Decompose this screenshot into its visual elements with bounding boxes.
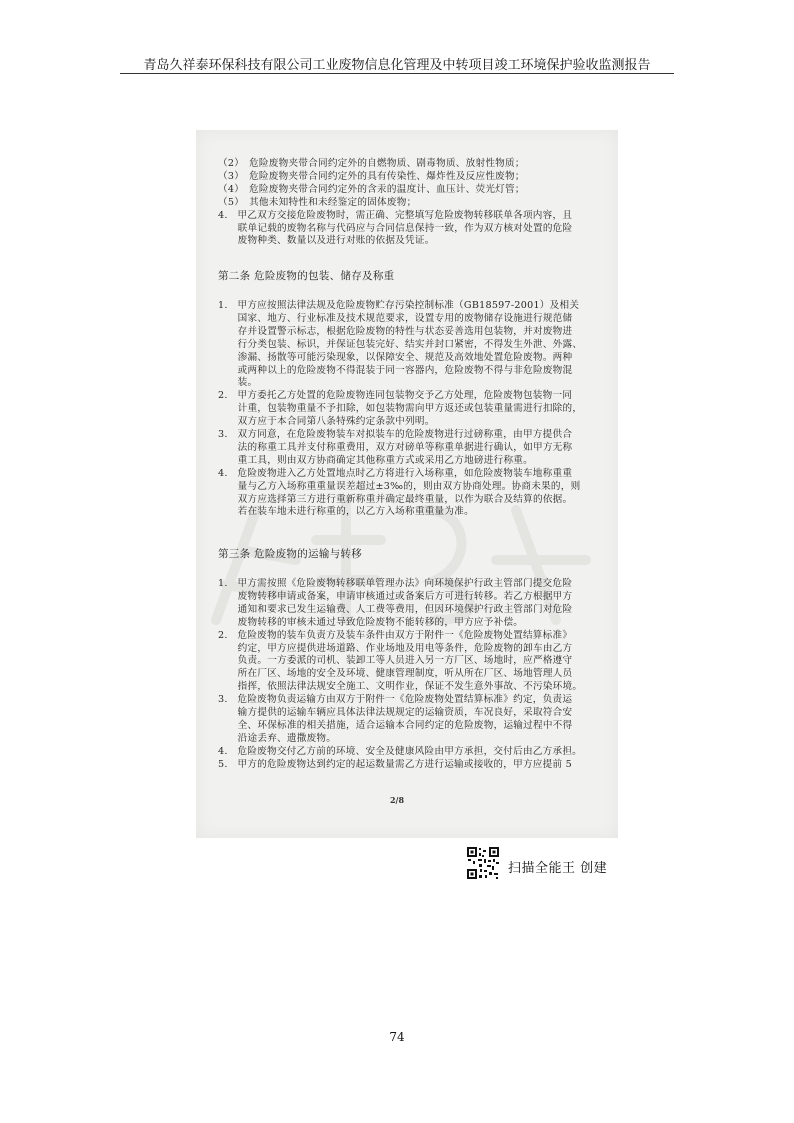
- clause-text-line: （3） 危险废物夹带合同约定外的具有传染性、爆炸性及反应性废物；: [218, 170, 525, 182]
- clause-text-line: 1. 甲方需按照《危险废物转移联单管理办法》向环境保护行政主管部门提交危险: [218, 578, 573, 589]
- clause-text-line: 存并设置警示标志，根据危险废物的特性与状态妥善选用包装物，并对废物进: [218, 325, 573, 337]
- clause-text-line: 3. 双方同意，在危险废物装车对拟装车的危险废物进行过磅称重，由甲方提供合: [218, 429, 573, 440]
- clause-text-line: 4. 危险废物交付乙方前的环境、安全及健康风险由甲方承担，交付后由乙方承担。: [218, 745, 583, 757]
- clause-text-line: 双方应于本合同第八条特殊约定条款中列明。: [218, 416, 435, 428]
- clause-text-line: 4. 危险废物进入乙方处置地点时乙方将进行入场称重，如危险废物装车地称重重: [218, 467, 573, 479]
- clause-text-line: 输方提供的运输车辆应具体法律法规规定的运输资质，车况良好，采取符合安: [218, 707, 573, 718]
- clause-text-line: 2. 甲方委托乙方处置的危险废物连同包装物交予乙方处理，危险废物包装物一同: [218, 390, 573, 402]
- clause-text-line: 双方应选择第三方进行重新称重并确定最终重量，以作为联合及结算的依据。: [218, 493, 573, 505]
- scanner-watermark-label: 扫描全能王 创建: [508, 861, 608, 876]
- section-heading: 第二条 危险废物的包装、储存及称重: [218, 270, 395, 282]
- clause-text-line: 装。: [218, 377, 258, 389]
- clause-text-line: 废物种类、数量以及进行对账的依据及凭证。: [218, 235, 435, 247]
- clause-text-line: （2） 危险废物夹带合同约定外的自燃物质、剧毒物质、放射性物质；: [218, 158, 525, 169]
- clause-text-line: 4. 甲乙双方交接危险废物时，需正确、完整填写危险废物转移联单各项内容，且: [218, 209, 573, 221]
- clause-text-line: 废物转移的审核未通过导致危险废物不能转移的，甲方应予补偿。: [218, 616, 524, 628]
- clause-text-line: 废物转移申请或备案，申请审核通过或备案后方可进行转移。若乙方根据甲方: [218, 590, 573, 602]
- clause-text-line: 5. 甲方的危险废物达到约定的起运数量需乙方进行运输或接收的，甲方应提前 5: [218, 758, 572, 770]
- clause-text-line: 渗漏、扬散等可能污染现象，以保障安全、规范及高效地处置危险废物。两种: [218, 351, 573, 363]
- report-page-number: 74: [389, 1030, 405, 1044]
- report-header-title: 青岛久祥泰环保科技有限公司工业废物信息化管理及中转项目竣工环境保护验收监测报告: [143, 58, 651, 73]
- clause-text-line: 沿途丢弃、遗撒废物。: [218, 732, 337, 744]
- clause-text-line: 法的称重工具并支付称重费用，双方对磅单等称重单据进行确认，如甲方无称: [218, 441, 573, 453]
- clause-text-line: 3. 危险废物负责运输方由双方于附件一《危险废物处置结算标准》约定，负责运: [218, 694, 573, 706]
- clause-text-line: 联单记载的废物名称与代码应与合同信息保持一致，作为双方核对处置的危险: [218, 222, 573, 234]
- clause-text-line: 量与乙方入场称重重量误差超过±3‰的，则由双方协商处理。协商未果的，则: [218, 480, 581, 492]
- clause-text-line: （4） 危险废物夹带合同约定外的含汞的温度计、血压计、荧光灯管；: [218, 183, 525, 195]
- clause-text-line: 全、环保标准的相关措施，适合运输本合同约定的危险废物，运输过程中不得: [218, 719, 573, 731]
- clause-text-line: 若在装车地未进行称重的，以乙方入场称重重量为准。: [218, 506, 474, 518]
- clause-text-line: 或两种以上的危险废物不得混装于同一容器内，危险废物不得与非危险废物混: [218, 364, 573, 376]
- clause-text-line: 指挥，依照法律法规安全施工、文明作业，保证不发生意外事故、不污染环境。: [218, 681, 583, 693]
- section-heading: 第三条 危险废物的运输与转移: [218, 548, 363, 560]
- scanned-page-number: 2/8: [389, 795, 405, 805]
- clause-text-line: 通知和要求已发生运输费、人工费等费用，但因环境保护行政主管部门对危险: [218, 603, 573, 615]
- header-divider: [120, 73, 674, 74]
- clause-text-line: （5） 其他未知特性和未经鉴定的固体废物；: [218, 196, 417, 208]
- clause-text-line: 所在厂区、场地的安全及环境、健康管理制度，听从所在厂区、场地管理人员: [218, 668, 573, 680]
- clause-text-line: 重工具，则由双方协商确定其他称重方式或采用乙方地磅进行称重。: [218, 454, 533, 466]
- clause-text-line: 负责。一方委派的司机、装卸工等人员进入另一方厂区、场地时，应严格遵守: [218, 655, 573, 667]
- clause-text-line: 国家、地方、行业标准及技术规范要求，设置专用的废物储存设施进行规范储: [218, 312, 573, 324]
- clause-text-line: 计重，包装物重量不予扣除，如包装物需向甲方返还或包装重量需进行扣除的，: [218, 403, 583, 415]
- qr-code-icon: [466, 846, 500, 880]
- clause-text-line: 1. 甲方应按照法律法规及危险废物贮存污染控制标准（GB18597-2001）及相关: [218, 300, 580, 311]
- clause-text-line: 行分类包装、标识，并保证包装完好、结实并封口紧密，不得发生外泄、外露、: [218, 338, 583, 350]
- clause-text-line: 约定，甲方应提供进场道路、作业场地及用电等条件，危险废物的卸车由乙方: [218, 642, 573, 654]
- clause-text-line: 2. 危险废物的装车负责方及装车条件由双方于附件一《危险废物处置结算标准》: [218, 629, 573, 641]
